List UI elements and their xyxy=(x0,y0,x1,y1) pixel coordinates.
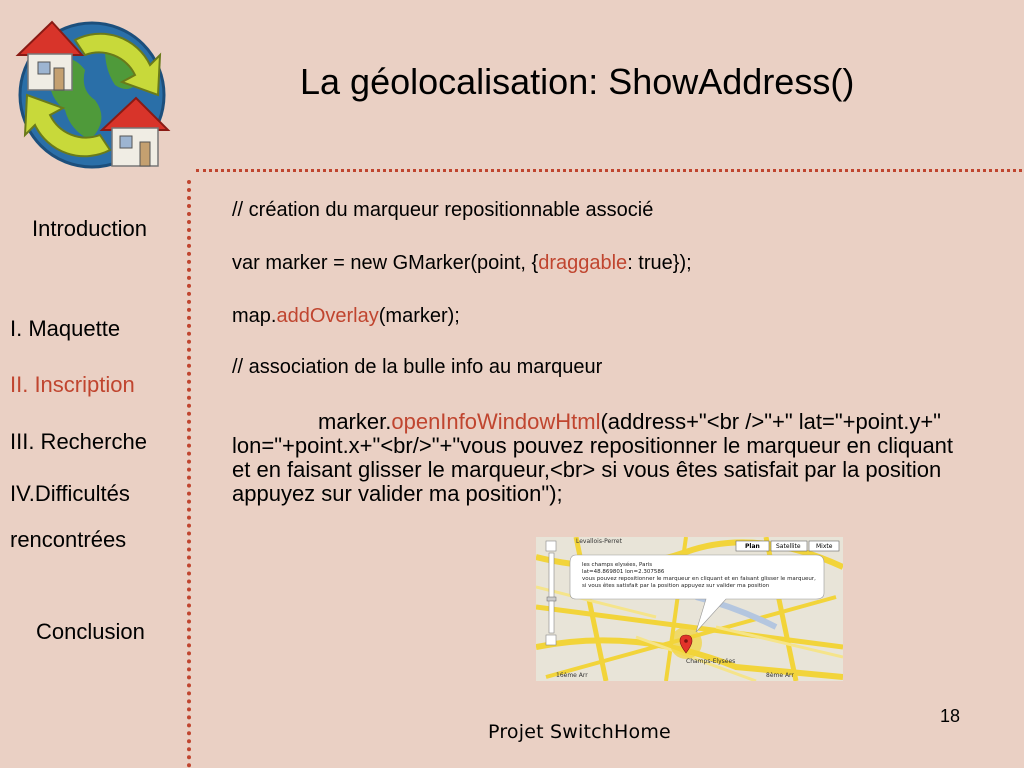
bubble-line-1: les champs elysées, Paris xyxy=(582,562,653,568)
map-screenshot xyxy=(536,537,843,681)
map-type-buttons[interactable] xyxy=(736,541,839,551)
code-keyword-openinfowindowhtml: openInfoWindowHtml xyxy=(391,409,601,434)
code-comment-marker: // création du marqueur repositionnable associé xyxy=(232,199,654,221)
code-keyword-addoverlay: addOverlay xyxy=(276,305,379,327)
bubble-line-2: lat=48.869801 lon=2.307586 xyxy=(582,569,665,575)
nav-conclusion[interactable]: Conclusion xyxy=(36,619,145,644)
map-label-levallois: Levallois-Perret xyxy=(576,538,622,545)
code-line-addoverlay xyxy=(232,304,460,328)
code-text: (marker); xyxy=(378,305,460,327)
map-btn-mixte[interactable]: Mixte xyxy=(816,543,833,550)
code-keyword-draggable: draggable xyxy=(538,252,628,274)
code-text: marker. xyxy=(318,409,392,434)
bubble-line-3: vous pouvez repositionner le marqueur en cliquant et en faisant glisser le marqueur, xyxy=(582,576,816,582)
code-text: map. xyxy=(232,305,277,327)
slide-footer: Projet SwitchHome xyxy=(488,721,671,743)
code-block-infowindow xyxy=(232,410,972,506)
vertical-divider xyxy=(187,180,191,768)
nav-inscription[interactable]: II. Inscription xyxy=(10,372,135,397)
slide-title: La géolocalisation: ShowAddress() xyxy=(300,61,855,102)
map-label-champs: Champs-Elysées xyxy=(686,658,736,665)
page-number: 18 xyxy=(940,706,961,726)
nav-difficultes-cont[interactable]: rencontrées xyxy=(10,527,127,552)
code-text: var marker = new GMarker(point, { xyxy=(232,252,539,274)
map-btn-plan[interactable]: Plan xyxy=(745,543,760,550)
code-comment-bubble: // association de la bulle info au marqueur xyxy=(232,356,603,378)
nav-maquette[interactable]: I. Maquette xyxy=(10,316,121,341)
nav-difficultes[interactable]: IV.Difficultés xyxy=(10,481,130,506)
bubble-line-4: si vous êtes satisfait par la position appuyez sur valider ma position xyxy=(582,583,770,589)
code-line-gmarker xyxy=(232,251,692,275)
map-btn-satellite[interactable]: Satellite xyxy=(776,543,801,550)
horizontal-divider xyxy=(196,169,1022,172)
code-text: (address+"<br />"+" lat="+point.y+" lon="+point.x+"<br/>"+"vous pouvez repositionner le marqueur en cliquant et en faisant glisser le marqueur,<br> si vous êtes satisfait par la position appuyez sur valider ma position"); xyxy=(232,409,954,506)
code-text: : true}); xyxy=(627,252,692,274)
map-label-8arr: 8ème Arr xyxy=(766,672,794,679)
nav-recherche[interactable]: III. Recherche xyxy=(10,429,147,454)
nav-introduction[interactable]: Introduction xyxy=(32,216,147,241)
switchhome-logo xyxy=(10,10,175,175)
map-label-16arr: 16ème Arr xyxy=(556,672,588,679)
